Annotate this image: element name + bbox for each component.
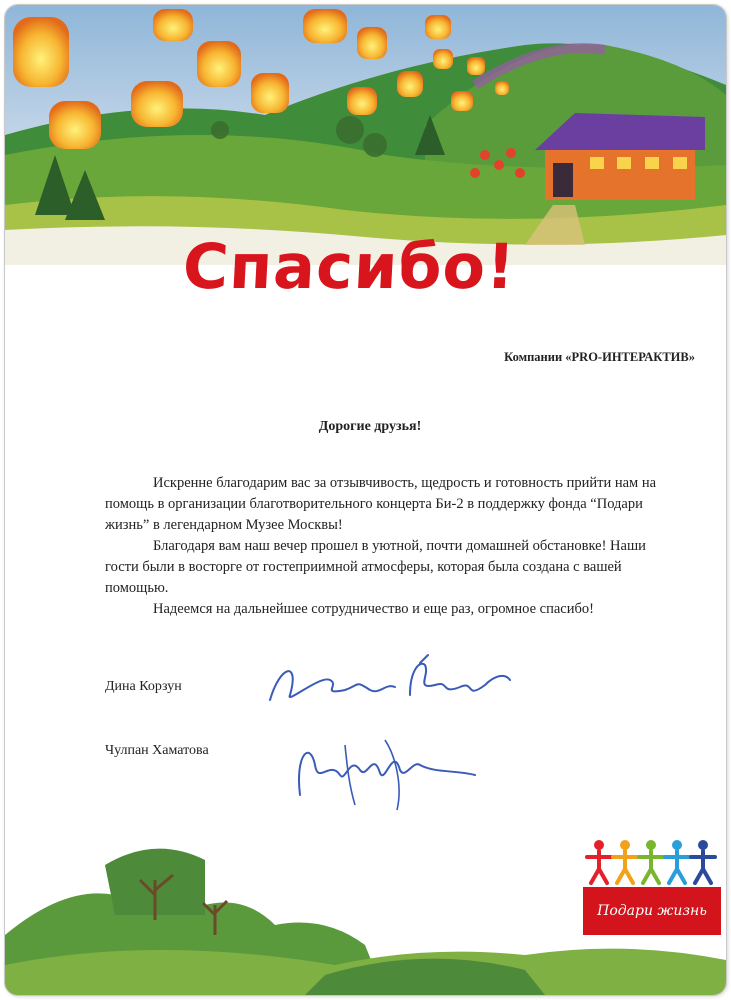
letter-page — [4, 4, 727, 996]
handwritten-signature — [285, 725, 485, 815]
fund-logo-badge: Подари жизнь — [583, 887, 721, 935]
letter-body — [105, 473, 665, 620]
header-painting — [5, 5, 726, 265]
thank-you-headline: Спасибо! — [181, 230, 518, 303]
signatory-name: Чулпан Хаматова — [105, 743, 209, 758]
signatory-name: Дина Корзун — [105, 679, 182, 694]
paragraph: Надеемся на дальнейшее сотрудничество и еще раз, огромное спасибо! — [153, 601, 594, 617]
addressee-line: Компании «PRO-ИНТЕРАКТИВ» — [504, 350, 695, 364]
paragraph: Искренне благодарим вас за отзывчивость, щедрость и готовность прийти нам на помощь в организации благотворительного концерта Би-2 в поддержку фонда “Подари жизнь” в легендарном Музее Москвы! — [105, 475, 657, 533]
greeting: Дорогие друзья! — [318, 419, 422, 434]
handwritten-signature — [260, 645, 520, 715]
paragraph: Благодаря вам наш вечер прошел в уютной, почти домашней обстановке! Наши гости были в восторге от гостеприимной атмосферы, которая была создана с вашей помощью. — [105, 538, 646, 596]
